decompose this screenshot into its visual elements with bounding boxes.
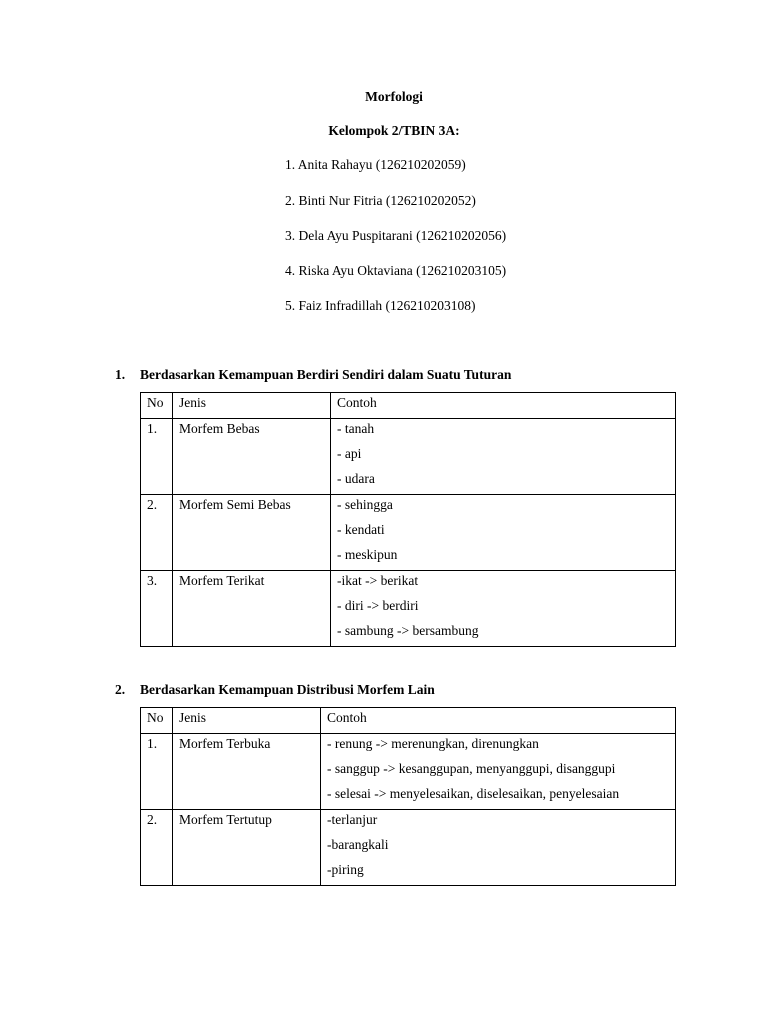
member-item: 1. Anita Rahayu (126210202059): [285, 157, 466, 172]
cell-contoh: [331, 495, 676, 571]
example-line: -barangkali: [327, 837, 389, 852]
example-line: - selesai -> menyelesaikan, diselesaikan, penyelesaian: [327, 786, 620, 801]
column-header-contoh: Contoh: [331, 393, 676, 419]
section-title: Berdasarkan Kemampuan Berdiri Sendiri dalam Suatu Tuturan: [140, 367, 512, 382]
cell-no: 2.: [141, 810, 173, 886]
cell-no: 2.: [141, 495, 173, 571]
example-line: - sehingga: [337, 497, 393, 512]
cell-contoh: [321, 810, 676, 886]
table-row: [141, 734, 676, 810]
table-header-row: [141, 708, 676, 734]
cell-jenis: Morfem Tertutup: [173, 810, 321, 886]
group-label: Kelompok 2/TBIN 3A:: [328, 123, 460, 138]
member-item: 3. Dela Ayu Puspitarani (126210202056): [285, 228, 507, 243]
column-header-jenis: Jenis: [173, 708, 321, 734]
document-title: Morfologi: [365, 89, 423, 104]
cell-jenis: Morfem Terikat: [173, 571, 331, 647]
table-row: [141, 571, 676, 647]
example-line: - meskipun: [337, 547, 398, 562]
example-line: - renung -> merenungkan, direnungkan: [327, 736, 539, 751]
cell-jenis: Morfem Semi Bebas: [173, 495, 331, 571]
column-header-jenis: Jenis: [173, 393, 331, 419]
example-line: - kendati: [337, 522, 385, 537]
section-title: Berdasarkan Kemampuan Distribusi Morfem Lain: [140, 682, 435, 697]
example-line: - sambung -> bersambung: [337, 623, 479, 638]
example-line: -piring: [327, 862, 364, 877]
section-heading: [115, 682, 435, 698]
example-line: -terlanjur: [327, 812, 378, 827]
cell-no: 3.: [141, 571, 173, 647]
example-line: - udara: [337, 471, 375, 486]
column-header-contoh: Contoh: [321, 708, 676, 734]
column-header-no: No: [141, 393, 173, 419]
cell-jenis: Morfem Terbuka: [173, 734, 321, 810]
example-line: - tanah: [337, 421, 375, 436]
example-line: - diri -> berdiri: [337, 598, 419, 613]
table-row: [141, 810, 676, 886]
member-item: 5. Faiz Infradillah (126210203108): [285, 298, 476, 313]
section-heading: [115, 367, 511, 383]
cell-contoh: [321, 734, 676, 810]
table-row: [141, 495, 676, 571]
morpheme-table-2: [140, 707, 676, 886]
morpheme-table-1: [140, 392, 676, 647]
cell-contoh: [331, 571, 676, 647]
cell-no: 1.: [141, 419, 173, 495]
example-line: - sanggup -> kesanggupan, menyanggupi, disanggupi: [327, 761, 616, 776]
cell-no: 1.: [141, 734, 173, 810]
section-number: 2.: [115, 682, 126, 697]
cell-contoh: [331, 419, 676, 495]
table-header-row: [141, 393, 676, 419]
section-number: 1.: [115, 367, 126, 382]
example-line: -ikat -> berikat: [337, 573, 419, 588]
column-header-no: No: [141, 708, 173, 734]
example-line: - api: [337, 446, 362, 461]
table-row: [141, 419, 676, 495]
cell-jenis: Morfem Bebas: [173, 419, 331, 495]
member-item: 2. Binti Nur Fitria (126210202052): [285, 193, 476, 208]
member-item: 4. Riska Ayu Oktaviana (126210203105): [285, 263, 507, 278]
